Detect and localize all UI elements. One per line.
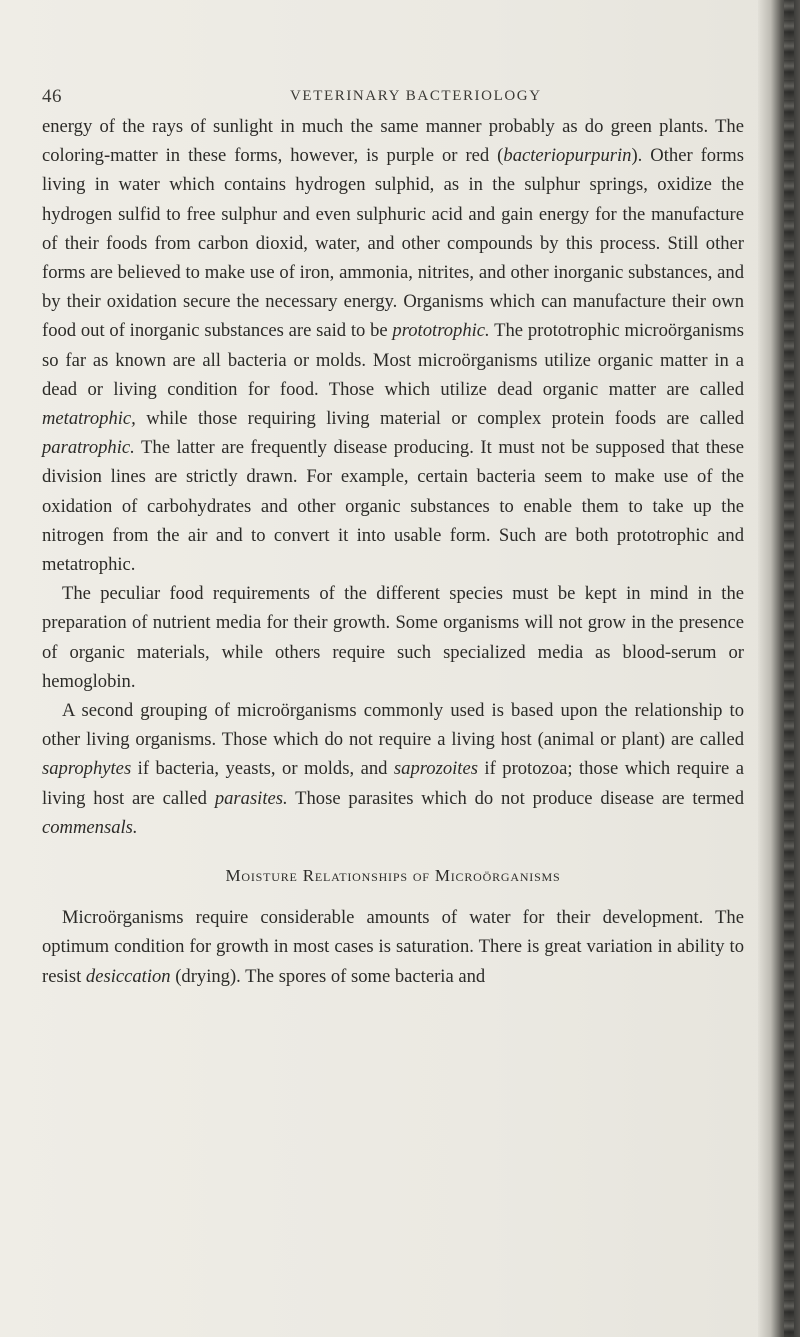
text-run: The latter are frequently disease producing. It must not be supposed that these division lines are strictly drawn. For example, certain bacteria seem to make use of the oxidation of carbohydrates and other organic substances to enable them to take up the nitrogen from the air and to convert it into usable form. Such are both prototrophic and metatrophic. bbox=[42, 437, 744, 576]
section-heading: Moisture Relationships of Microörganisms bbox=[225, 866, 561, 886]
term-saprophytes: saprophytes bbox=[42, 758, 132, 780]
text-run: (drying). The spores of some bacteria and bbox=[170, 965, 486, 987]
term-saprozoites: saprozoites bbox=[393, 758, 478, 780]
running-head: VETERINARY BACTERIOLOGY bbox=[290, 88, 542, 104]
term-metatrophic: metatrophic, bbox=[42, 408, 136, 430]
term-bacteriopurpurin: bacteriopurpurin bbox=[503, 145, 632, 167]
paragraph-host-grouping bbox=[42, 696, 744, 842]
text-run: Those parasites which do not produce disease are termed bbox=[287, 787, 745, 809]
body-text bbox=[42, 112, 744, 991]
paragraph-energy bbox=[42, 112, 744, 579]
text-run: if bacteria, yeasts, or molds, and bbox=[131, 758, 394, 780]
term-prototrophic: prototrophic. bbox=[392, 320, 490, 342]
term-paratrophic: paratrophic. bbox=[42, 437, 135, 459]
text-run: Microörganisms require considerable amounts of water for their development. The optimum condition for growth in most cases is saturation. There is great variation in ability to resist bbox=[42, 907, 744, 987]
text-run: A second grouping of microörganisms commonly used is based upon the relationship to other living organisms. Those which do not require a living host (animal or plant) are called bbox=[42, 700, 744, 751]
term-commensals: commensals. bbox=[42, 816, 138, 838]
text-run: while those requiring living material or complex protein foods are called bbox=[135, 408, 744, 430]
page-number: 46 bbox=[42, 86, 62, 107]
text-run: energy of the rays of sunlight in much the same manner probably as do green plants. The coloring-matter in these forms, however, is purple or red ( bbox=[42, 116, 744, 167]
term-parasites: parasites. bbox=[214, 787, 288, 809]
text-run: if protozoa; those which require a living host are called bbox=[42, 758, 744, 809]
paragraph-food-requirements: The peculiar food requirements of the different species must be kept in mind in the preparation of nutrient media for their growth. Some organisms will not grow in the presence of organic materials, while others require such specialized media as blood-serum or hemoglobin. bbox=[42, 583, 744, 692]
page-binding-shadow bbox=[784, 0, 794, 1337]
text-run: ). Other forms living in water which contains hydrogen sulphid, as in the sulphur springs, oxidize the hydrogen sulfid to free sulphur and even sulphuric acid and gain energy for the manufacture of their foods from carbon dioxid, water, and other compounds by this process. Still other forms are believed to make use of iron, ammonia, nitrites, and other inorganic substances, and by their oxidation secure the necessary energy. Organisms which can manufacture their own food out of inorganic substances are said to be bbox=[42, 145, 744, 342]
term-desiccation: desiccation bbox=[85, 965, 171, 987]
paragraph-moisture bbox=[42, 903, 744, 991]
text-run: The prototrophic microörganisms so far as known are all bacteria or molds. Most microörganisms utilize organic matter in a dead or living condition for food. Those which utilize dead organic matter are called bbox=[42, 320, 745, 400]
